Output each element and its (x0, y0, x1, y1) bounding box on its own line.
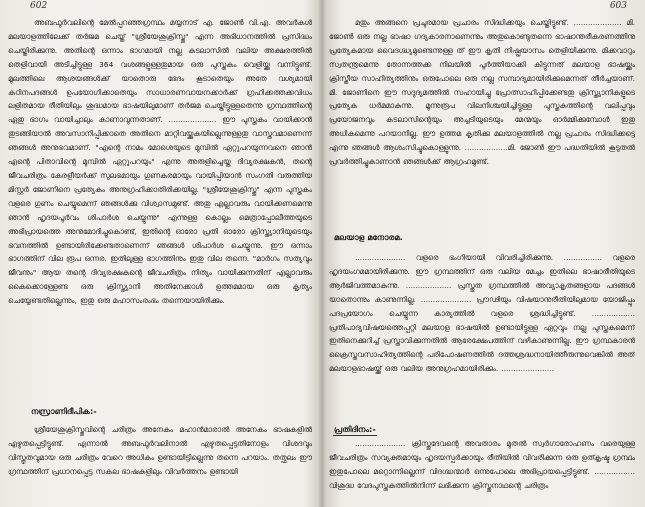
paragraph: ..................... ക്രിസ്തുദേവന്റെ അവതാരം മുതൽ സ്വർഗാരോഹണം വരെയുള്ള ജീവചരിത്രം സവ്യക്തമായും ഹൃദയസ്പർക്കായും രീതിയിൽ വിവരിക്കുന്ന ഒരു ഉത്കൃഷ്ട ഗ്രന്ഥം ഇതുപോലെ മറ്റൊന്നില്ലെന്ന് വിദഗ്ദ്ധന്മാർ ഒന്നുപോലെ അഭിപ്രായപ്പെട്ടിട്ടുണ്ട്. ................. വിശുദ്ധ വേദപുസ്തകത്തിൽനിന്ന് ലഭിക്കുന്ന ക്രിസ്തുനാഥന്റെ ചരിത്രം (329, 439, 635, 490)
manorama-text (329, 251, 635, 376)
paragraph: അബഫുർവലിന്റെ മേൽപ്പറഞ്ഞഗ്രന്ഥം മയ്യനാട് എ. ജോൺ വി.എ. അവർകൾ മലയാളത്തിലേക്ക് തർജമ ചെയ്ത് "ശ്രീയേശുക്രിസ്തു" എന്ന അഭിധാനത്തിൽ പ്രസിദ്ധം ചെയ്തിരിക്കുന്നു. അതിന്റെ ഒന്നാം ഭാഗമായി നല്ല കടലാസിൽ വലിയ അക്ഷരത്തിൽ തെളിവായി അടിച്ചിട്ടുള്ള 364 വശങ്ങളുള്ളതുമായ ഒരു പുസ്തകം വെളിയ്ക്കു വന്നിട്ടുണ്ട്. മൂലത്തിലെ ആശയങ്ങൾക്ക് യാതൊരു ഭേദം കൂടാതെയും അതേ വശ്യമായി കഠിനപദങ്ങൾ ഉപയോഗിക്കാതെയും സാധാരണവായനക്കാർക്ക് ഗ്രഹിക്കത്തക്കവിധം ലളിതമായ രീതിയിലും ശുദ്ധമായ ഭാഷയിലുമാണ് തർജമ ചെയ്തിട്ടുള്ളതെന്നു ഗ്രന്ഥത്തിന്റെ ഏതു ഭാഗം വായിച്ചാലും കാണാവുന്നതാണ്. .................... ഈ പുസ്തകം വായിക്കാൻ തുടങ്ങിയാൽ അവസാനിപ്പിക്കാതെ അതിനെ മാറ്റിവയ്ക്കുകയില്ലെന്നുള്ളതു വാസ്തവമാണെന്ന് ഞങ്ങൾ അനുഭവമാണ്. "എന്റെ നാമം മോശെയുടെ മുമ്പിൽ ഏറ്റുപറയുന്നവനെ ഞാൻ എന്റെ പിതാവിന്റെ മുമ്പിൽ ഏറ്റുപറയും" എന്നു അരുളിച്ചെയ്ത ദിവ്യരക്ഷകൻ, തന്റെ ജീവചരിത്രം കേരളീയർക്ക് സുലഭമായും ഗുണകരമായും വായിപ്പിയാൻ സംഗതി വരുത്തിയ മിസ്റ്റർ ജോണിനെ പ്രത്യേകം അനുഗ്രഹിക്കാതിരിക്കയില്ല. "ശ്രീയേശുക്രിസ്തു" എന്ന പുസ്തകം വളരെ ഗുണം ചെയ്യുമെന്ന് ഞങ്ങൾക്കു വിശ്വാസമുണ്ട്. അതു എല്ലാവരും വായിക്കണമെന്നു ഞാൻ ഹൃദയപൂർവം ശിപാർശ ചെയ്യുന്നു" എന്നുള്ള കൊല്ലം മെത്രാപ്പോലീത്തയുടെ അഭിപ്രായത്തെ അനുമോദിച്ചുകൊണ്ട്, ഇതിന്റെ ഓരോ പ്രതി ഓരോ ക്രിസ്ത്യാനിയുടെയും ഭവനത്തിൽ ഉണ്ടായിരിക്കേണ്ടതാണെന്ന് ഞങ്ങൾ ശിപാർശ ചെയ്യുന്നു. ഈ ഒന്നാം ഭാഗത്തിന് വില രൂപ ഒന്നര. ഇതിലുള്ള ഭാഗത്തിനും ഇതു വില തന്നെ. "മാർഗം സത്യവും ജീവനും" ആയ തന്റെ ദിവ്യരക്ഷകന്റെ ജീവചരിത്രം നിത്യം വായിക്കുന്നതിന് എല്ലാവരും കൈക്കൊള്ളേണ്ട ഒരു ക്രിസ്ത്യാനി അതിനേക്കാൾ ഉത്തമമായ ഒരു കൃത്യം ചെയ്യേണ്ടതില്ലെന്നും, ഇതു ഒരു മഹാസംരംഭം തന്നെയായിരിക്കും. (8, 18, 312, 306)
page-number-603: 603 (609, 1, 627, 11)
right-main-text (329, 16, 635, 169)
prathidinam-text (329, 437, 635, 493)
paragraph: ..................... വളരെ ഭംഗിയായി വിവരിച്ചിരിക്കുന്നു. ................ വളരെ ഹൃദയംഗമമായിരിക്കുന്നു. ഈ ഗ്രന്ഥത്തിന് ഒരു വലിയ മേച്ചം ഇതിലെ ഭാഷാരീതിയുടെ ആർജിവത്തമാകുന്നു. ................... പ്രസ്തുത ഗ്രന്ഥത്തിൽ അവ്യാകൃതങ്ങളായ പദങ്ങൾ യാതൊന്നും കാണുന്നില്ല. ..................... പ്രൗഢിയും വിഷയാനുരീതിയിലുമായ യോജിപ്പും പദപ്രയോഗം ചെയ്യുന്ന കാര്യത്തിൽ വളരെ ശ്രദ്ധിച്ചിട്ടുണ്ട്. .................. പ്രതിപാദ്യവിഷയത്തെപ്പറ്റി മലയാള ഭാഷയിൽ ഉണ്ടായിട്ടുള്ള ഏറ്റവും നല്ല പുസ്തകമെന്ന് ഇതിനെക്കുറിച്ച് പ്രസ്താവിക്കുന്നതിൽ ആരേക്ഷേപത്തിന് വഴികാണുന്നില്ല. ഈ ഗ്രന്ഥകാരൻ ക്രൈസ്തവസാഹിത്യത്തിന്റെ പരിപോഷണത്തിൽ ദത്തശ്രദ്ധനായിത്തീരുന്നുവെങ്കിൽ അത് മലയാളഭാഷയ്ക്ക് ഒരു വലിയ അനുഗ്രഹമായിരിക്കും. ...................... (329, 253, 635, 374)
section-heading-nasrani-deepika: നസ്രാണിദീപിക:- (31, 406, 97, 416)
section-heading-malayala-manorama: മലയാള മനോരമ. (334, 232, 403, 242)
left-main-text (8, 16, 312, 308)
page-number-602: 602 (30, 1, 48, 11)
left-lower-text (8, 423, 312, 479)
book-gutter (318, 0, 326, 507)
left-page (8, 0, 312, 507)
paragraph: ശ്രീയേശുക്രിസ്തുവിന്റെ ചരിത്രം അനേകം മഹാൻമാരാൽ അനേകം ഭാഷകളിൽ എഴുതപ്പെട്ടിട്ടുണ്ട്. എന്നാൽ അബഫുർവലിനാൽ എഴുതപ്പെട്ടതിനോളം വിശദവും വിസ്തൃതവുമായ ഒരു ചരിത്രം വേറെ അധികം ഉണ്ടായിട്ടില്ലെന്നു തന്നെ പറയാം. തത്ഫലം ഈ ഗ്രന്ഥത്തിന് പ്രധാനപ്പെട്ട സകല ഭാഷകളിലും വിവർത്തനം ഉണ്ടായി (8, 425, 312, 476)
right-page (329, 0, 635, 507)
section-heading-prathidinam: പ്രതിദിനം:- (334, 424, 376, 434)
paragraph: മതും അങ്ങനെ പ്രചുരമായ പ്രചാരം സിദ്ധിക്കയും ചെയ്തിട്ടുണ്ട്. .................... മി. ജോൺ ഒരു നല്ല ഭാഷാ ഗദ്യകാരനാണെന്നും അതുകൊണ്ടുതന്നെ ഭാഷാന്തരീകരണത്തിനു പ്രത്യേകമായ വൈദഗ്ദ്ധ്യമുണ്ടെന്നുള്ള ത് ഈ കൃതി നിഷ്പ്രയാസം തെളിയിക്കുന്നു. മിക്കവാറും സ്വതന്ത്രമെന്നു തോന്നത്തക്ക നിലയിൽ പൂർത്തിയാക്കി കിട്ടുന്നത് മലയാള ഭാഷയ്ക്കും ക്രിസ്തീയ സാഹിത്യത്തിനും ഒരുപോലെ ഒരു നല്ല സമ്പാദ്യമായിരിക്കുമെന്നത് തീർച്ചയാണ്. മി. ജോണിനെ ഈ സദുദ്യമത്തിൽ സഹായിച്ചു പ്രോത്സാഹിപ്പിക്കേണ്ടതു ക്രിസ്ത്യാനികളുടെ പ്രത്യേക ധർമമാകുന്നു. മൂന്നുരൂപ വിലനിശ്ചയിച്ചിട്ടുള്ള പുസ്തകത്തിന്റെ വലിപ്പവും പ്രയോജനവും കടലാസിന്റെയും അച്ചടിയുടെയും മേന്മയും ഓർമ്മിക്കുമ്പോൾ ഇതു അധികമെന്നു പറയാനില്ല. ഈ ഉത്തമ കൃതിക്കു മലയാളത്തിൽ നല്ല പ്രചാരം സിദ്ധിക്കട്ടെ എന്നു ഞങ്ങൾ ആശംസിച്ചുകൊള്ളുന്നു. ..................മി. ജോൺ ഈ പദ്ധതിയിൽ കൂടുതൽ പ്രവർത്തിച്ചുകാണാൻ ഞങ്ങൾക്ക് ആഗ്രഹമുണ്ട്. (329, 18, 635, 167)
